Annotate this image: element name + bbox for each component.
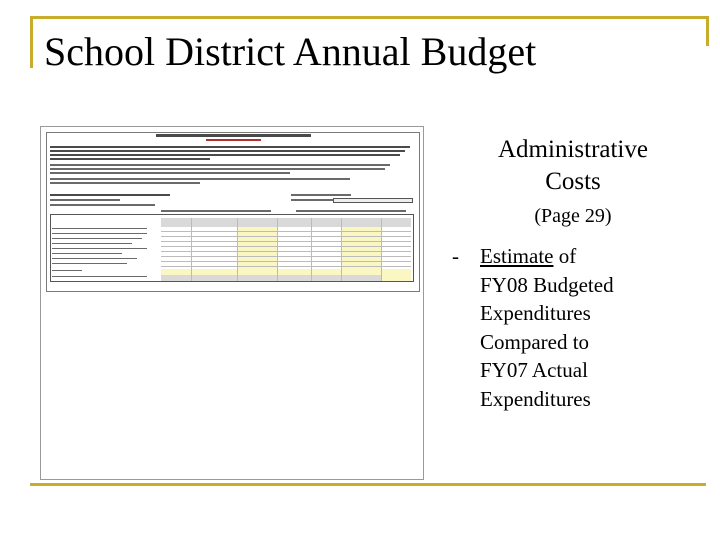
row-rule bbox=[161, 231, 411, 232]
bottom-gold-rule bbox=[30, 483, 706, 486]
row-label bbox=[52, 270, 82, 271]
bullet-underlined-word: Estimate bbox=[480, 244, 554, 268]
heading-line-administrative: Administrative bbox=[498, 136, 648, 163]
row-label bbox=[52, 276, 147, 277]
highlight-column bbox=[341, 227, 381, 269]
row-rule bbox=[161, 251, 411, 252]
intro-line bbox=[50, 168, 385, 170]
row-label bbox=[52, 238, 142, 239]
intro-line bbox=[50, 164, 390, 166]
row-label bbox=[52, 228, 147, 229]
row-rule bbox=[161, 261, 411, 262]
intro-line bbox=[50, 154, 400, 156]
column-rule bbox=[311, 218, 312, 281]
shaded-row bbox=[161, 275, 381, 281]
row-label bbox=[52, 263, 127, 264]
column-rule bbox=[191, 218, 192, 281]
slide-title: School District Annual Budget bbox=[44, 29, 537, 74]
worksheet-thumbnail bbox=[40, 126, 424, 480]
intro-line bbox=[50, 146, 410, 148]
top-gold-rule bbox=[30, 16, 706, 19]
county-code-box bbox=[333, 198, 413, 203]
right-gold-rule bbox=[706, 16, 709, 46]
intro-line bbox=[50, 178, 350, 180]
heading-line-costs: Costs bbox=[545, 168, 601, 195]
column-group-header-fy07 bbox=[161, 210, 271, 212]
row-label bbox=[52, 233, 147, 234]
row-label bbox=[52, 253, 122, 254]
bullet-line-3: Expenditures bbox=[480, 301, 591, 325]
worksheet-subheading bbox=[206, 139, 261, 141]
bullet-line-5: FY07 Actual bbox=[480, 358, 588, 382]
bullet-line-1-rest: of bbox=[553, 244, 577, 268]
intro-line bbox=[50, 182, 200, 184]
bullet-dash: - bbox=[452, 244, 459, 268]
highlight-column bbox=[237, 227, 277, 269]
intro-line bbox=[50, 172, 290, 174]
intro-line bbox=[50, 158, 210, 160]
table-header-band bbox=[161, 218, 411, 227]
bullet-text bbox=[480, 242, 700, 413]
row-label bbox=[52, 248, 147, 249]
bullet-line-4: Compared to bbox=[480, 329, 590, 354]
row-rule bbox=[161, 241, 411, 242]
bullet-line-1 bbox=[480, 242, 700, 271]
row-rule bbox=[161, 256, 411, 257]
row-rule bbox=[161, 236, 411, 237]
column-rule bbox=[277, 218, 278, 281]
worksheet-heading bbox=[156, 134, 311, 137]
row-rule bbox=[161, 246, 411, 247]
bullet-line-2: FY08 Budgeted bbox=[480, 272, 614, 297]
row-label bbox=[52, 243, 132, 244]
page-reference: (Page 29) bbox=[534, 205, 612, 227]
column-rule bbox=[237, 218, 238, 281]
section-subline bbox=[50, 199, 120, 201]
school-district-label bbox=[291, 194, 351, 196]
bullet-line-6: Expenditures bbox=[480, 386, 591, 411]
highlight-cell bbox=[381, 275, 411, 281]
row-rule bbox=[161, 266, 411, 267]
column-group-header-fy08 bbox=[296, 210, 406, 212]
left-gold-rule bbox=[30, 16, 33, 68]
column-rule bbox=[341, 218, 342, 281]
section-subline bbox=[50, 204, 155, 206]
section-header-line bbox=[50, 194, 170, 196]
row-label bbox=[52, 258, 137, 259]
column-rule bbox=[381, 218, 382, 281]
intro-line bbox=[50, 150, 405, 152]
